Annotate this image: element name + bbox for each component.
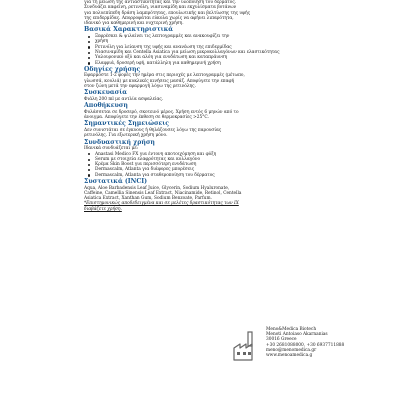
combined-list <box>84 152 322 178</box>
product-description <box>84 0 322 212</box>
section-heading-packaging: Συσκευασία <box>84 89 128 97</box>
combined-intro: Ιδανικά συνδυάζεται με: <box>84 146 139 152</box>
usage-line: στον ζώνη μετά την εφαρμογή λόγω της ρετινόλης. <box>84 84 196 90</box>
list-item: Dermascalm, Atlanta για σταθεροποίηση του δέρματος <box>95 173 322 178</box>
ingredients-note-line: *Επιστημονικώς αποδεδειγμένα και σε μελέτες δραστικότητας των ΙΧ <box>84 201 239 207</box>
company-email: meno@menomedica.gr <box>266 347 317 353</box>
section-heading-notes: Σημαντικές Σημειώσεις <box>84 120 170 128</box>
notes-line: ρετινόλης. Για εξωτερική χρήση μόνο. <box>84 133 168 139</box>
section-heading-combined: Συνδυαστική χρήση <box>84 138 155 146</box>
list-item: Serum με στοιχεία ελαφρότητας και κολλαγόνο <box>95 157 322 162</box>
company-address <box>266 327 344 358</box>
company-info <box>232 327 372 367</box>
characteristics-list <box>84 34 322 66</box>
section-heading-ingredients: Συστατικά (INCI) <box>84 177 148 185</box>
section-heading-storage: Αποθήκευση <box>84 102 128 110</box>
factory-icon <box>232 330 258 362</box>
company-street: Menoti Antoiaso Akarnanias <box>266 332 328 338</box>
usage-line: γλωσσά, κουλιά) με κυκλικές κινήσεις μασάζ. Αποφύγετε την επαφή <box>84 78 235 84</box>
list-item: Ελαφριά, δροσερή υφή, κατάλληλη για καθημερινή χρήση <box>95 61 322 66</box>
ingredients-line: Asiatica Extract, Xanthan Gum, Sodium Benzoate, Parfum. <box>84 196 212 202</box>
company-phone: +30 2681088000, +30 6937711888 <box>266 342 345 348</box>
section-heading-characteristics: Βασικά Χαρακτηριστικά <box>84 26 174 34</box>
storage-line: Φυλάσσεται σε δροσερό, σκοτεινό μέρος. Χρήση εντός 6 μηνών από το <box>84 109 239 115</box>
company-postcode: 30016 Greece <box>266 337 297 343</box>
ingredients-line: Aqua, Aloe Barbadensis Leaf Juice, Glycerin, Sodium Hyaluronate, <box>84 185 230 191</box>
intro-line: ιδανικό για καθημερινή και νυχτερινή χρήση. <box>84 21 184 27</box>
usage-line: Εφαρμόστε 1-2 φορές την ημέρα στις περιοχές με λεπτογραμμές (μέτωπο, <box>84 73 245 79</box>
list-item: Ρετινόλη για λείανση της υφής και ανανέωση της επιδερμίδας <box>95 45 322 50</box>
intro-line: Συνδυάζει καφεΐνη, ρετινόλη, νιασιναμίδη και εκχυλίσματα βοτάνων <box>84 5 237 11</box>
section-heading-usage: Οδηγίες χρήσης <box>84 65 141 73</box>
ingredients-note-line: διαβάζετε χρήση. <box>84 206 122 212</box>
intro-line: για πολυεπίπεδη δράση λαμπρότητας, επουλωτικής και βελτίωσης της υφής <box>84 10 251 16</box>
list-item: Dermascalm, Atlanta για διάφορες μπορέσεις <box>95 167 322 172</box>
intro-line: για τη μείωση της αντιαστικότητας και την υλοποίηση του δέρματος. <box>84 0 237 5</box>
company-website: www.menoamedica.g <box>266 353 313 359</box>
notes-line: Δεν συνιστάται σε έγκυους ή θηλάζουσες λόγω της παρουσίας <box>84 128 222 134</box>
list-item: χρήση <box>95 39 322 44</box>
list-item: Νιασιναμίδη και Centella Asiatica για μείωση μικροκολλαγόνων και ελαστικότητας <box>95 50 322 55</box>
storage-line: άνοιγμα. Αποφύγετε την έκθεση σε θερμοκρασίες >25°C. <box>84 115 209 121</box>
list-item: Κρέμα Skin Boost για περισσότερη ενυδάτωση <box>95 162 322 167</box>
list-item: Anastasi Medico FX για έντονη αποτοιχόμηση και φύξη <box>95 152 322 157</box>
intro-line: της επιδερμίδας. Απορροφάται εύκολα χωρίς να αφήνει λιπαρότητα, <box>84 15 234 21</box>
ingredients-line: Caffeine, Camellia Sinensis Leaf Extract, Niacinamide, Retinol, Centella <box>84 190 242 196</box>
intro-text <box>84 0 322 26</box>
list-item: Υαλουρονικό οξύ και αλόη για ενυδάτωση και καταπράυνση <box>95 55 322 60</box>
list-item: Ξεφρέσκει & ψιλαίνει τις λεπτογραμμές και ανακουφίζει την <box>95 34 322 39</box>
company-name: Meno&Medica Biotech <box>266 327 317 332</box>
packaging-text: Φιάλη 200 ml με αντλία ασφαλείας. <box>84 96 164 102</box>
